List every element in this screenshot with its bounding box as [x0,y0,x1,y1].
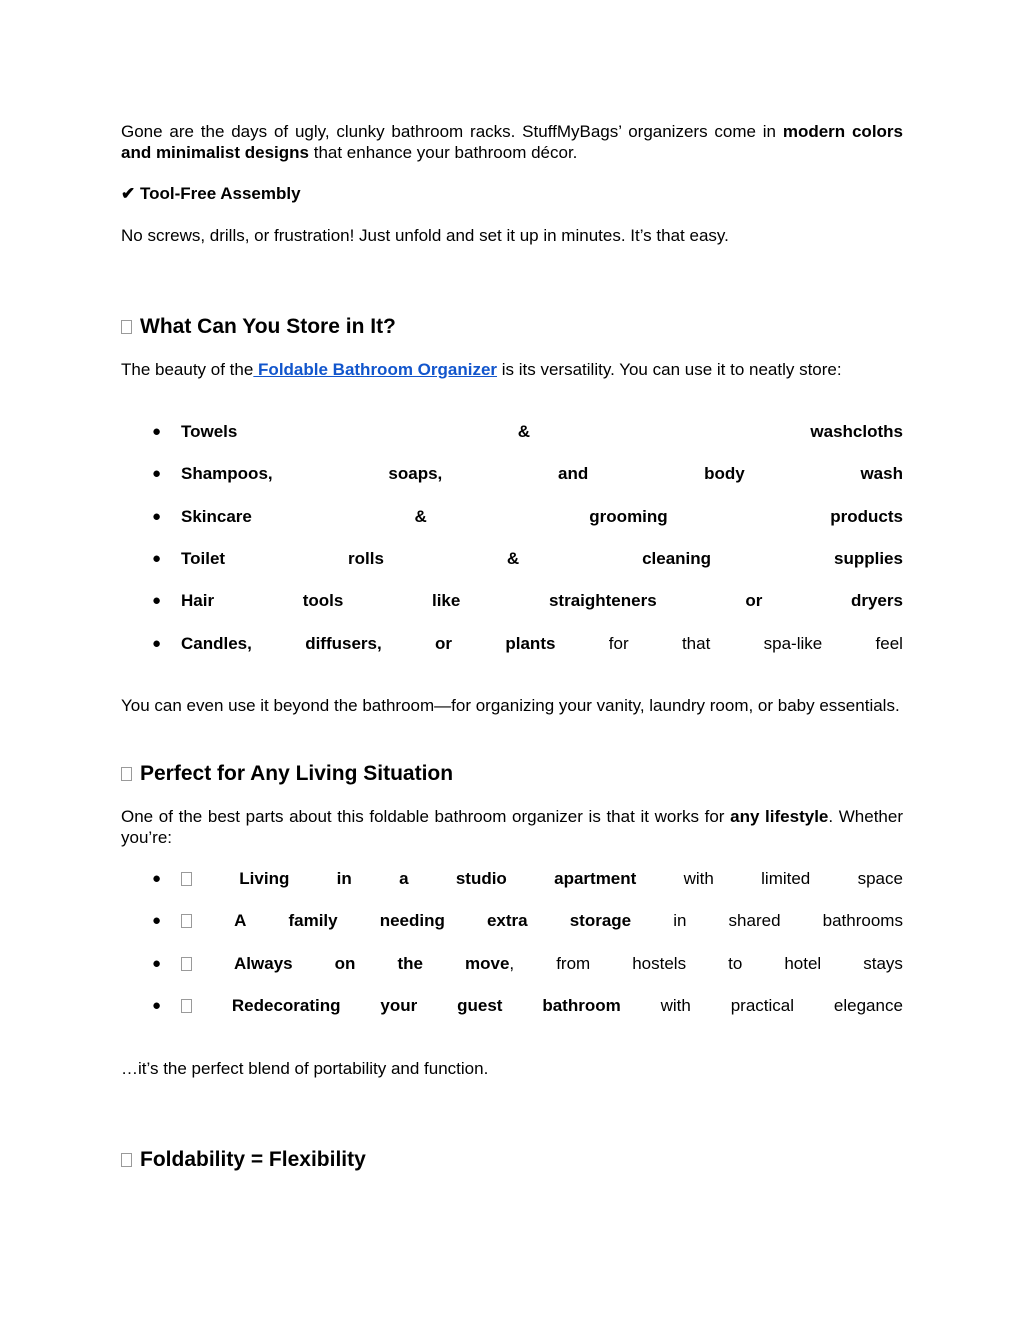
list-word: grooming [589,506,668,526]
list-word: needing [379,911,445,931]
list-word: Always [234,953,293,973]
list-word: limited [761,869,811,888]
missing-emoji-icon [181,914,192,928]
list-item-text [181,590,903,611]
list-word: Shampoos, [181,464,273,484]
list-word: Hair [181,591,215,611]
living-intro-b: . Whether you’re: [121,807,903,847]
list-word: & [506,548,520,568]
missing-emoji-icon [121,1153,132,1167]
bullet-icon: ● [152,465,162,483]
list-word: studio [455,869,507,888]
list-word: dryers [850,591,903,611]
fold-heading-text: Foldability = Flexibility [140,1148,366,1171]
list-word: Candles, [181,633,252,653]
list-word: supplies [833,548,903,568]
list-word: for [608,633,629,653]
store-heading-text: What Can You Store in It? [140,315,396,338]
list-item [121,548,903,569]
list-word: space [857,869,903,888]
bullet-icon: ● [152,996,162,1014]
list-item [121,590,903,611]
list-word: tools [302,591,344,611]
list-word: elegance [833,995,903,1015]
list-word: diffusers, [305,633,382,653]
beyond-bathroom-paragraph: You can even use it beyond the bathroom—for organizing your vanity, laundry room, or baby essentials. [121,696,900,715]
bullet-icon: ● [152,507,162,525]
list-word: cleaning [642,548,712,568]
list-word: to [728,953,743,973]
intro-text-b: that enhance your bathroom décor. [309,143,578,162]
list-word: hostels [632,953,687,973]
list-word: with [683,869,714,888]
list-word: in [336,869,352,888]
list-word: practical [730,995,795,1015]
list-word: body [704,464,745,484]
missing-emoji-icon [181,957,192,971]
assembly-heading: ✔ Tool-Free Assembly [121,184,301,203]
missing-emoji-icon [181,872,192,886]
bullet-icon: ● [152,954,162,972]
list-word: Towels [181,422,238,441]
list-word: washcloths [810,422,903,441]
missing-emoji-icon [121,767,132,781]
list-word: feel [875,633,903,653]
list-word: extra [486,911,528,931]
bullet-icon: ● [152,912,162,930]
list-word: with [660,995,691,1015]
intro-paragraph [121,121,903,163]
list-word: from [556,953,591,973]
list-item [121,463,903,484]
list-word: stays [863,953,903,973]
list-word: on [334,953,356,973]
list-item [121,421,903,442]
list-word: Skincare [181,506,252,526]
assembly-text: No screws, drills, or frustration! Just unfold and set it up in minutes. It’s that easy. [121,226,729,245]
list-word: hotel [784,953,822,973]
list-word: or [435,633,453,653]
blend-paragraph: …it’s the perfect blend of portability and function. [121,1059,489,1078]
living-intro-bold: any lifestyle [730,807,829,826]
living-heading [121,761,453,787]
list-item-text [181,910,903,931]
list-item-text [181,633,903,654]
list-word: storage [569,911,632,931]
living-intro-paragraph [121,806,903,848]
list-word: family [288,911,338,931]
list-word: a [399,869,409,888]
list-word: soaps, [388,464,443,484]
intro-text-a: Gone are the days of ugly, clunky bathroom racks. StuffMyBags’ organizers come in [121,122,783,141]
list-word: apartment [554,869,637,888]
list-word: like [431,591,461,611]
list-item-text [181,463,903,484]
list-word: bathroom [542,995,621,1015]
foldable-organizer-link[interactable]: Foldable Bathroom Organizer [253,360,498,379]
list-word: Toilet [181,548,226,568]
list-item-text [181,548,903,569]
list-word: Redecorating [231,995,341,1015]
living-intro-a: One of the best parts about this foldable bathroom organizer is that it works for [121,807,731,826]
list-word: or [745,591,763,611]
list-item [121,633,903,654]
store-heading [121,314,396,340]
bullet-icon: ● [152,423,162,440]
bullet-icon: ● [152,592,162,610]
list-word: straighteners [548,591,657,611]
list-word: & [517,422,531,441]
list-word: guest [457,995,503,1015]
list-word: plants [505,633,556,653]
list-word: your [380,995,418,1015]
list-item-text [181,421,903,442]
missing-emoji-icon [181,999,192,1013]
list-word: move, [465,953,515,973]
store-intro-paragraph [121,359,903,380]
list-word: the [397,953,423,973]
list-item [121,910,903,931]
list-word: and [558,464,589,484]
bullet-icon: ● [152,870,162,887]
list-word: A [234,911,247,931]
bullet-icon: ● [152,634,162,652]
list-word: that [681,633,711,653]
list-item-text [181,868,903,889]
list-item [121,868,903,889]
list-item-text [181,953,903,974]
list-item [121,506,903,527]
list-word: spa-like [763,633,823,653]
list-word: & [414,506,427,526]
list-word: wash [860,464,903,484]
intro-text-bold: modern colors and minimalist designs [121,122,903,162]
list-word: Living [239,869,290,888]
list-word: bathrooms [822,911,903,931]
list-word: in [673,911,687,931]
store-intro-a: The beauty of the [121,360,254,379]
list-item [121,953,903,974]
missing-emoji-icon [121,320,132,334]
list-word: shared [728,911,781,931]
list-word: products [830,506,903,526]
fold-heading [121,1147,366,1173]
list-item-text [181,995,903,1016]
store-intro-b: is its versatility. You can use it to neatly store: [497,360,842,379]
list-word: rolls [348,548,384,568]
list-item [121,995,903,1016]
living-heading-text: Perfect for Any Living Situation [140,762,454,785]
list-item-text [181,506,903,527]
bullet-icon: ● [152,549,162,567]
